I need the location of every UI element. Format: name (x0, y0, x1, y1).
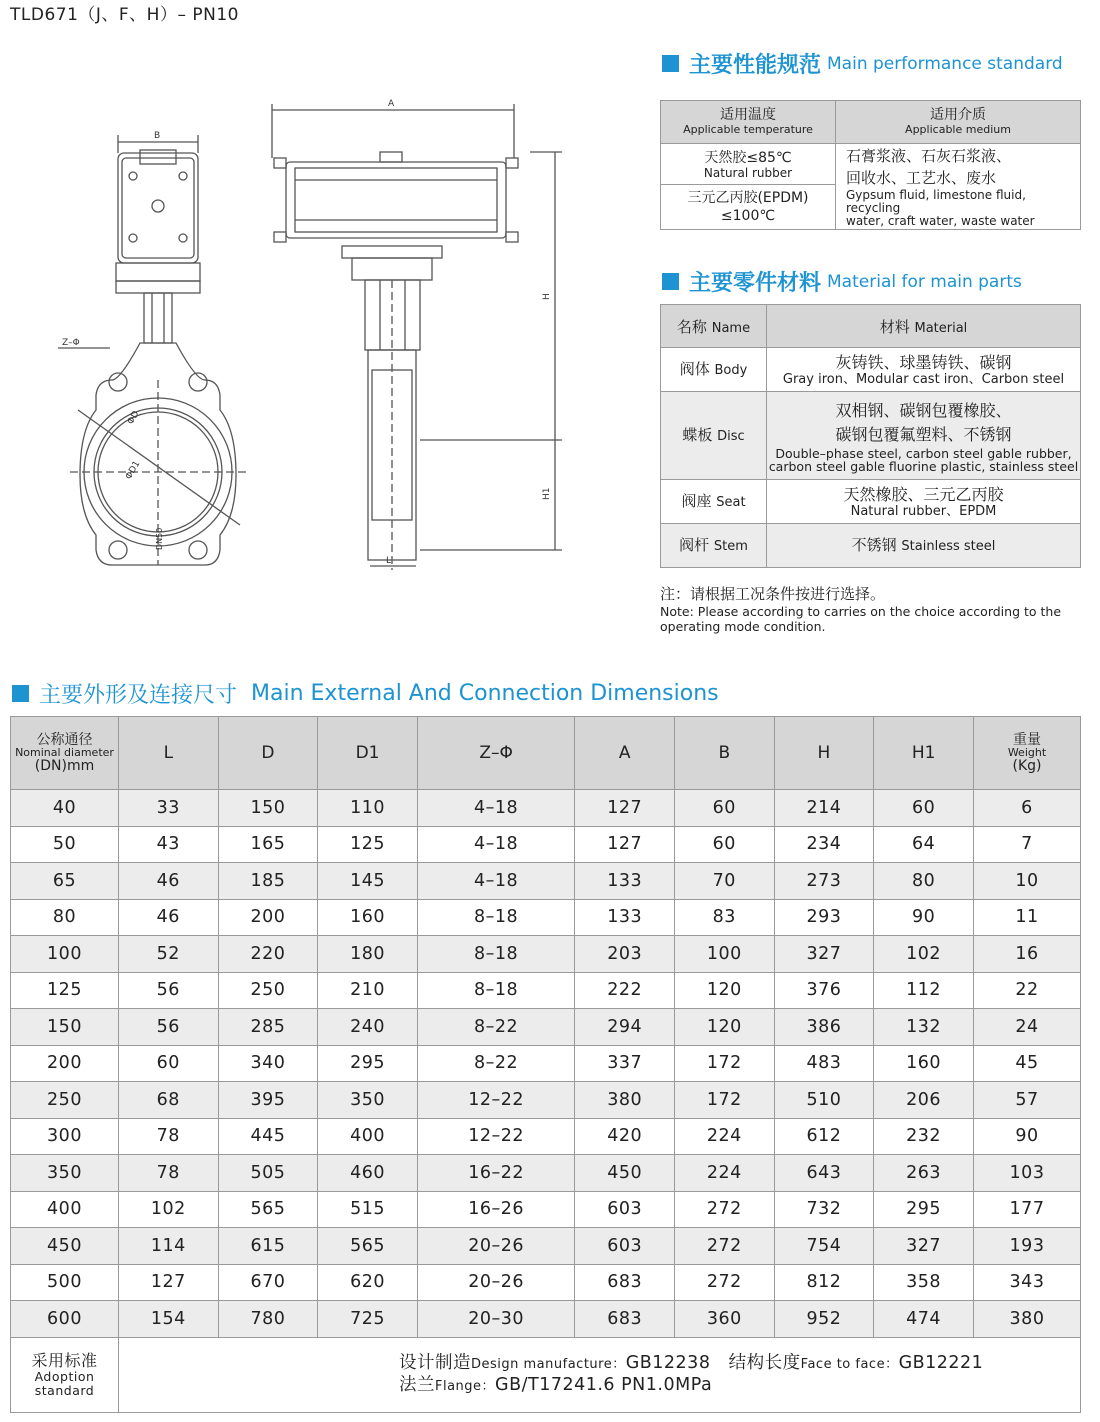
mat-seat-material-cn: 天然橡胶、三元乙丙胶 (843, 485, 1004, 504)
table-cell: 395 (218, 1082, 318, 1119)
mat-disc-material-en-2: carbon steel gable fluorine plastic, stainless steel (768, 458, 1079, 474)
table-cell: 57 (974, 1082, 1081, 1119)
table-cell: 812 (774, 1264, 874, 1301)
table-cell: 150 (218, 790, 318, 827)
dim-header-col: D1 (318, 717, 418, 790)
mat-stem-en: Stem (713, 538, 748, 554)
table-cell: 515 (318, 1191, 418, 1228)
table-cell: 620 (318, 1264, 418, 1301)
table-cell: 200 (11, 1045, 119, 1082)
mat-disc-en: Disc (717, 428, 745, 444)
standard-label-en-2: standard (34, 1382, 95, 1398)
table-cell: 7 (974, 826, 1081, 863)
table-cell: 683 (575, 1264, 675, 1301)
table-cell: 224 (675, 1118, 775, 1155)
table-cell: 45 (974, 1045, 1081, 1082)
dim-header-col: Z–Φ (417, 717, 575, 790)
table-cell: 145 (318, 863, 418, 900)
table-cell: 445 (218, 1118, 318, 1155)
table-cell: 185 (218, 863, 318, 900)
mat-body-material-en: Gray iron、Modular cast iron、Carbon steel (782, 372, 1065, 387)
table-cell: 400 (11, 1191, 119, 1228)
mat-header-material-en: Material (914, 320, 968, 336)
selection-note (660, 584, 1090, 634)
table-cell: 450 (575, 1155, 675, 1192)
table-row (11, 1155, 1081, 1192)
table-cell: 272 (675, 1228, 775, 1265)
table-cell: 127 (119, 1264, 219, 1301)
table-cell: 337 (575, 1045, 675, 1082)
table-cell: 90 (974, 1118, 1081, 1155)
table-cell: 60 (675, 826, 775, 863)
table-cell: 80 (11, 899, 119, 936)
table-cell: 12–22 (417, 1118, 575, 1155)
table-cell: 20–26 (417, 1228, 575, 1265)
perf-header-medium (836, 101, 1081, 144)
std-face-cn: 结构长度 (728, 1352, 801, 1373)
table-cell: 172 (675, 1082, 775, 1119)
mat-header-name (661, 305, 767, 348)
table-cell: 46 (119, 899, 219, 936)
table-cell: 683 (575, 1301, 675, 1338)
dim-label-d: ΦD (125, 409, 142, 427)
dim-header-dn (11, 717, 119, 790)
table-cell: 8–22 (417, 1045, 575, 1082)
table-cell: 725 (318, 1301, 418, 1338)
performance-title-en: Main performance standard (827, 53, 1063, 74)
mat-row-disc-name (661, 392, 767, 480)
table-cell: 172 (675, 1045, 775, 1082)
dimensions-title-en: Main External And Connection Dimensions (251, 681, 719, 706)
table-cell: 56 (119, 1009, 219, 1046)
standard-label-cn: 采用标准 (31, 1350, 98, 1370)
mat-row-stem-material (767, 524, 1081, 568)
table-cell: 125 (318, 826, 418, 863)
table-cell: 300 (11, 1118, 119, 1155)
dim-label-h: H (542, 293, 552, 300)
standard-label (11, 1337, 119, 1412)
table-cell: 52 (119, 936, 219, 973)
table-cell: 273 (774, 863, 874, 900)
perf-temp-2 (661, 185, 836, 230)
perf-temp-1 (661, 144, 836, 185)
table-cell: 46 (119, 863, 219, 900)
table-cell: 16–26 (417, 1191, 575, 1228)
mat-body-en: Body (714, 362, 748, 378)
table-cell: 65 (11, 863, 119, 900)
table-cell: 20–30 (417, 1301, 575, 1338)
table-cell: 603 (575, 1228, 675, 1265)
mat-seat-cn: 阀座 (681, 491, 712, 510)
table-cell: 6 (974, 790, 1081, 827)
table-cell: 160 (874, 1045, 974, 1082)
mat-disc-material-cn-1: 双相钢、碳钢包覆橡胶、 (835, 400, 1012, 420)
std-face-val: GB12221 (898, 1352, 984, 1373)
mat-row-body-material (767, 348, 1081, 392)
table-cell: 420 (575, 1118, 675, 1155)
mat-row-body-name (661, 348, 767, 392)
table-cell: 50 (11, 826, 119, 863)
table-cell: 112 (874, 972, 974, 1009)
table-cell: 60 (874, 790, 974, 827)
table-cell: 177 (974, 1191, 1081, 1228)
dimensions-heading (12, 678, 719, 709)
table-cell: 102 (119, 1191, 219, 1228)
table-cell: 114 (119, 1228, 219, 1265)
table-cell: 70 (675, 863, 775, 900)
table-cell: 103 (974, 1155, 1081, 1192)
table-row (11, 1301, 1081, 1338)
perf-header-medium-cn: 适用介质 (930, 107, 986, 123)
table-cell: 80 (874, 863, 974, 900)
table-cell: 203 (575, 936, 675, 973)
mat-header-name-cn: 名称 (676, 317, 707, 336)
std-design-val: GB12238 (625, 1352, 711, 1373)
table-cell: 285 (218, 1009, 318, 1046)
table-cell: 16 (974, 936, 1081, 973)
table-row (11, 1191, 1081, 1228)
table-row (11, 1264, 1081, 1301)
table-cell: 343 (974, 1264, 1081, 1301)
table-cell: 150 (11, 1009, 119, 1046)
valve-drawing (0, 80, 650, 600)
std-face-en: Face to face： (800, 1356, 899, 1372)
table-cell: 210 (318, 972, 418, 1009)
note-cn: 注：请根据工况条件按进行选择。 (660, 585, 886, 603)
table-cell: 350 (11, 1155, 119, 1192)
table-row (11, 1045, 1081, 1082)
table-cell: 612 (774, 1118, 874, 1155)
mat-row-seat-name (661, 480, 767, 524)
table-cell: 133 (575, 863, 675, 900)
std-design-en: Design manufacture： (471, 1356, 626, 1372)
table-cell: 350 (318, 1082, 418, 1119)
perf-medium-en-1: Gypsum fluid, limestone fluid, recycling (846, 188, 1026, 215)
table-cell: 250 (218, 972, 318, 1009)
table-cell: 510 (774, 1082, 874, 1119)
std-design-cn: 设计制造 (399, 1352, 471, 1373)
table-cell: 68 (119, 1082, 219, 1119)
table-cell: 232 (874, 1118, 974, 1155)
table-cell: 83 (675, 899, 775, 936)
table-cell: 78 (119, 1118, 219, 1155)
perf-medium (836, 144, 1081, 230)
table-cell: 133 (575, 899, 675, 936)
mat-stem-cn: 阀杆 (679, 535, 710, 554)
table-row (11, 972, 1081, 1009)
table-cell: 40 (11, 790, 119, 827)
mat-seat-en: Seat (716, 494, 746, 510)
table-cell: 64 (874, 826, 974, 863)
table-row (11, 863, 1081, 900)
dim-header-col: A (575, 717, 675, 790)
table-cell: 952 (774, 1301, 874, 1338)
table-cell: 263 (874, 1155, 974, 1192)
mat-disc-material-en-1: Double–phase steel, carbon steel gable rubber, (775, 445, 1072, 461)
dim-header-weight-unit: (Kg) (1012, 758, 1042, 774)
table-cell: 20–26 (417, 1264, 575, 1301)
table-cell: 4–18 (417, 790, 575, 827)
table-cell: 340 (218, 1045, 318, 1082)
table-cell: 22 (974, 972, 1081, 1009)
table-cell: 4–18 (417, 826, 575, 863)
table-cell: 500 (11, 1264, 119, 1301)
table-cell: 505 (218, 1155, 318, 1192)
mat-header-name-en: Name (711, 320, 751, 336)
mat-disc-material-cn-2: 碳钢包覆氟塑料、不锈钢 (835, 424, 1012, 444)
table-row (11, 790, 1081, 827)
perf-medium-en-2: water, craft water, waste water (846, 214, 1035, 228)
std-flange-en: Flange： (435, 1378, 496, 1394)
table-cell: 125 (11, 972, 119, 1009)
dim-header-col: D (218, 717, 318, 790)
table-row (11, 936, 1081, 973)
perf-temp-1-cn: 天然胶≤85℃ (704, 149, 792, 166)
table-cell: 295 (318, 1045, 418, 1082)
table-cell: 293 (774, 899, 874, 936)
table-cell: 220 (218, 936, 318, 973)
table-cell: 670 (218, 1264, 318, 1301)
std-flange-cn: 法兰 (399, 1374, 435, 1395)
section-marker (662, 55, 679, 72)
table-cell: 295 (874, 1191, 974, 1228)
table-cell: 222 (575, 972, 675, 1009)
table-cell: 643 (774, 1155, 874, 1192)
table-cell: 327 (774, 936, 874, 973)
section-marker (662, 273, 679, 290)
mat-body-cn: 阀体 (679, 359, 710, 378)
table-cell: 8–18 (417, 936, 575, 973)
perf-header-medium-en: Applicable medium (905, 123, 1011, 136)
table-cell: 127 (575, 790, 675, 827)
perf-medium-cn-1: 石膏浆液、石灰石浆液、 (846, 147, 1012, 165)
table-cell: 10 (974, 863, 1081, 900)
performance-heading (662, 48, 1063, 79)
table-cell: 603 (575, 1191, 675, 1228)
std-flange-val: GB/T17241.6 PN1.0MPa (495, 1374, 713, 1395)
mat-row-disc-material (767, 392, 1081, 480)
table-cell: 360 (675, 1301, 775, 1338)
perf-header-temp (661, 101, 836, 144)
mat-stem-material-en: Stainless steel (901, 538, 996, 554)
perf-header-temp-cn: 适用温度 (720, 107, 776, 123)
dimensions-title-cn: 主要外形及连接尺寸 (39, 683, 238, 708)
mat-stem-material-cn: 不锈钢 (851, 535, 897, 554)
table-cell: 78 (119, 1155, 219, 1192)
dim-header-col: H1 (874, 717, 974, 790)
table-cell: 400 (318, 1118, 418, 1155)
table-cell: 206 (874, 1082, 974, 1119)
table-cell: 272 (675, 1264, 775, 1301)
table-cell: 272 (675, 1191, 775, 1228)
table-cell: 754 (774, 1228, 874, 1265)
table-cell: 56 (119, 972, 219, 1009)
mat-row-seat-material (767, 480, 1081, 524)
table-cell: 43 (119, 826, 219, 863)
table-cell: 780 (218, 1301, 318, 1338)
table-cell: 33 (119, 790, 219, 827)
table-cell: 154 (119, 1301, 219, 1338)
dim-header-weight-en: Weight (1007, 746, 1047, 759)
mat-disc-cn: 蝶板 (682, 425, 713, 444)
dim-header-col: L (119, 717, 219, 790)
page-title: TLD671（J、F、H）– PN10 (10, 5, 239, 25)
materials-heading (662, 266, 1022, 297)
table-cell: 294 (575, 1009, 675, 1046)
table-cell: 214 (774, 790, 874, 827)
table-cell: 4–18 (417, 863, 575, 900)
table-cell: 565 (318, 1228, 418, 1265)
mat-body-material-cn: 灰铸铁、球墨铸铁、碳钢 (835, 353, 1012, 372)
dim-label-h1: H1 (542, 487, 552, 500)
table-cell: 200 (218, 899, 318, 936)
standard-label-en-1: Adoption (34, 1368, 95, 1384)
table-cell: 120 (675, 972, 775, 1009)
table-cell: 60 (675, 790, 775, 827)
dim-label-d1: ΦD1 (123, 459, 143, 482)
perf-medium-cn-2: 回收水、工艺水、废水 (846, 169, 997, 187)
note-en-2: operating mode condition. (660, 619, 826, 634)
dim-header-dn-en: Nominal diameter (15, 746, 114, 759)
table-row (11, 826, 1081, 863)
standard-values (119, 1337, 1081, 1412)
table-cell: 600 (11, 1301, 119, 1338)
table-cell: 224 (675, 1155, 775, 1192)
table-cell: 327 (874, 1228, 974, 1265)
section-marker (12, 685, 29, 702)
table-cell: 110 (318, 790, 418, 827)
dim-header-weight (974, 717, 1081, 790)
table-cell: 450 (11, 1228, 119, 1265)
table-cell: 11 (974, 899, 1081, 936)
table-cell: 8–22 (417, 1009, 575, 1046)
table-cell: 127 (575, 826, 675, 863)
perf-temp-2-cn: 三元乙丙胶(EPDM) (687, 190, 809, 206)
perf-temp-2-val: ≤100℃ (720, 208, 776, 224)
table-cell: 60 (119, 1045, 219, 1082)
mat-seat-material-en: Natural rubber、EPDM (850, 504, 997, 519)
perf-header-temp-en: Applicable temperature (683, 123, 813, 136)
table-cell: 90 (874, 899, 974, 936)
table-cell: 474 (874, 1301, 974, 1338)
table-cell: 250 (11, 1082, 119, 1119)
table-cell: 100 (11, 936, 119, 973)
mat-row-stem-name (661, 524, 767, 568)
dim-label-dn: DN50 (155, 527, 164, 550)
table-cell: 386 (774, 1009, 874, 1046)
table-cell: 234 (774, 826, 874, 863)
table-cell: 102 (874, 936, 974, 973)
dim-header-col: B (675, 717, 775, 790)
table-row (11, 1228, 1081, 1265)
mat-header-material (767, 305, 1081, 348)
dim-header-col: H (774, 717, 874, 790)
table-row (11, 899, 1081, 936)
table-cell: 376 (774, 972, 874, 1009)
table-cell: 8–18 (417, 972, 575, 1009)
performance-table (660, 100, 1081, 230)
table-cell: 732 (774, 1191, 874, 1228)
dim-header-weight-cn: 重量 (1013, 732, 1041, 748)
performance-title-cn: 主要性能规范 (689, 53, 822, 78)
perf-temp-1-en: Natural rubber (703, 165, 793, 180)
materials-title-cn: 主要零件材料 (689, 271, 822, 296)
table-cell: 165 (218, 826, 318, 863)
table-row (11, 1082, 1081, 1119)
dim-header-dn-cn: 公称通径 (36, 732, 93, 748)
table-cell: 193 (974, 1228, 1081, 1265)
table-cell: 16–22 (417, 1155, 575, 1192)
note-en-1: Note: Please according to carries on the choice according to the (660, 604, 1062, 619)
materials-table (660, 304, 1081, 568)
dim-label-z: Z–Φ (62, 338, 80, 348)
table-cell: 380 (575, 1082, 675, 1119)
dimensions-table (10, 716, 1081, 1413)
table-cell: 160 (318, 899, 418, 936)
table-cell: 358 (874, 1264, 974, 1301)
dim-label-a: A (388, 99, 395, 109)
table-cell: 12–22 (417, 1082, 575, 1119)
table-cell: 120 (675, 1009, 775, 1046)
dim-label-l: L (386, 556, 392, 566)
dim-label-b: B (154, 131, 161, 141)
table-row (11, 1009, 1081, 1046)
table-cell: 483 (774, 1045, 874, 1082)
mat-header-material-cn: 材料 (879, 317, 910, 336)
table-cell: 24 (974, 1009, 1081, 1046)
table-cell: 180 (318, 936, 418, 973)
table-cell: 565 (218, 1191, 318, 1228)
table-cell: 132 (874, 1009, 974, 1046)
table-cell: 8–18 (417, 899, 575, 936)
table-cell: 100 (675, 936, 775, 973)
table-cell: 460 (318, 1155, 418, 1192)
table-cell: 380 (974, 1301, 1081, 1338)
table-cell: 615 (218, 1228, 318, 1265)
table-row (11, 1118, 1081, 1155)
table-cell: 240 (318, 1009, 418, 1046)
dim-header-dn-unit: (DN)mm (34, 758, 95, 774)
materials-title-en: Material for main parts (827, 271, 1022, 292)
